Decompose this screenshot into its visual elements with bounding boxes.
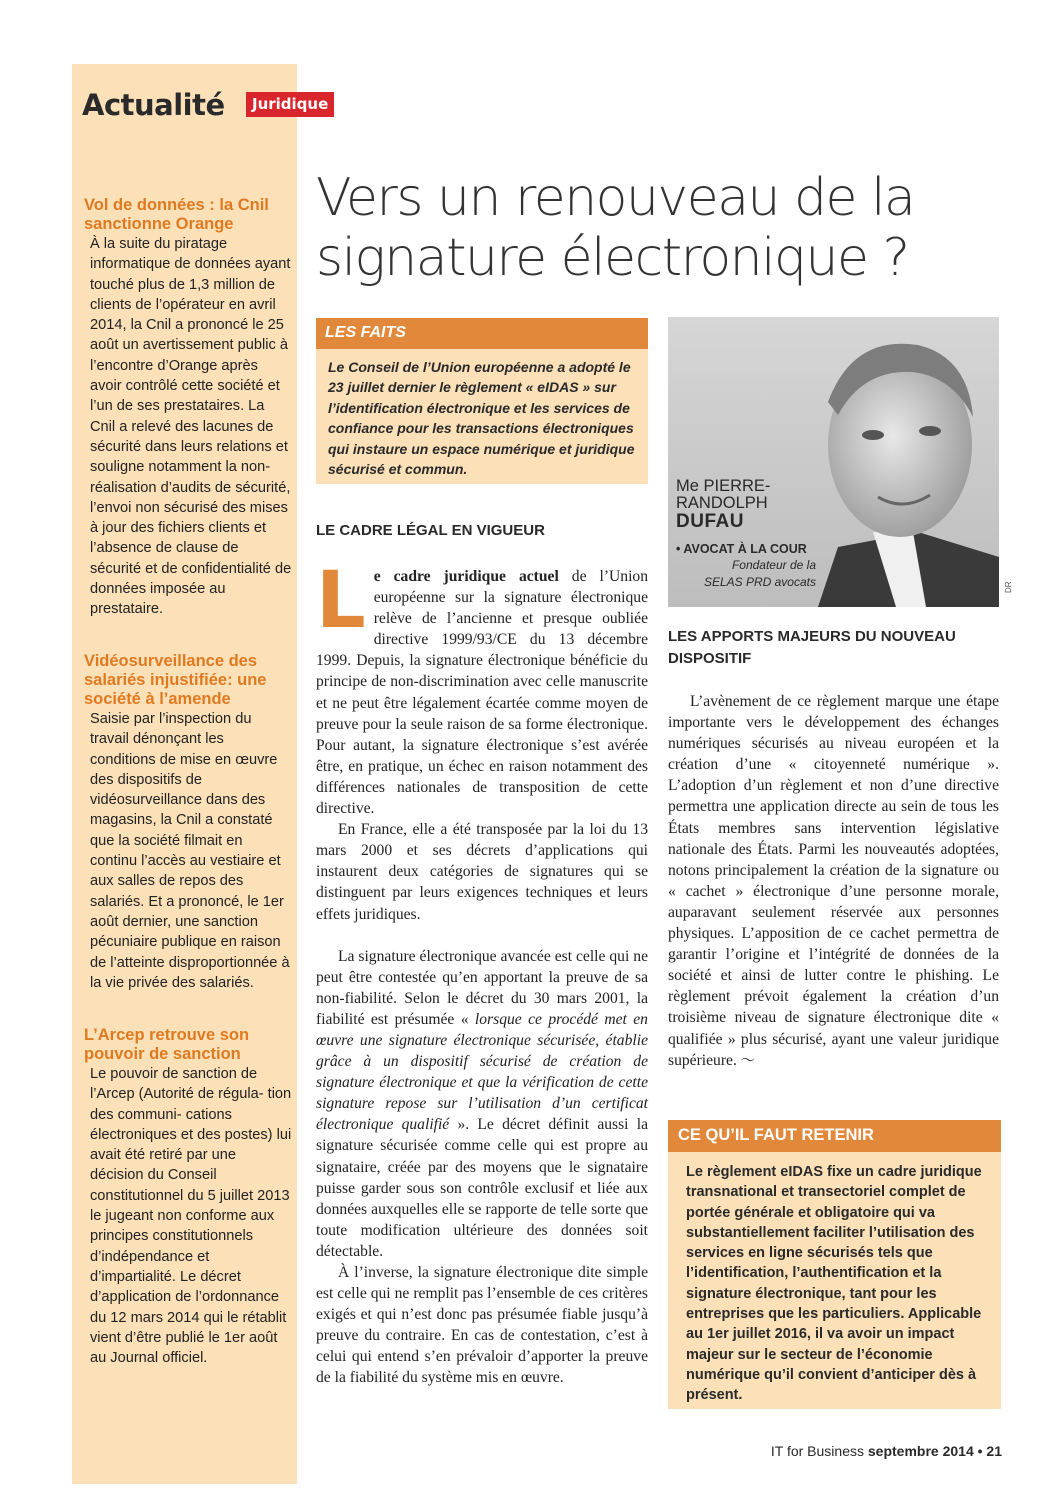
subhead-apports-majeurs: LES APPORTS MAJEURS DU NOUVEAU DISPOSITIF bbox=[668, 628, 956, 667]
article-column-right bbox=[668, 691, 999, 1072]
section-header bbox=[82, 88, 329, 130]
brief-title: Vol de données : la Cnil sanctionne Orange bbox=[84, 196, 269, 233]
paragraph-3-text-a: La signature électronique avancée est celle qui ne peut être contestée qu’en apportant la preuve de sa non-fiabilité. Selon le décret du 30 mars 2001, la fiabilité est présumée « bbox=[316, 947, 648, 1028]
author-name-line-1: Me PIERRE- bbox=[676, 477, 771, 495]
decree-quote: lorsque ce procédé met en œuvre une signature électronique sécurisée, établie grâce à un dispositif sécurisé de création de signature électronique et que la vérification de cette signature repose sur l’utilisation d’un certificat électronique qualifié bbox=[316, 1010, 648, 1134]
section-title: Actualité bbox=[82, 88, 225, 122]
author-name-line-2: RANDOLPH bbox=[676, 494, 768, 512]
headline-line-2: signature électronique ? bbox=[316, 228, 909, 288]
brief-arcep bbox=[84, 1026, 292, 1368]
ce-quil-faut-retenir-box bbox=[668, 1120, 1001, 1409]
footer-page-number: • 21 bbox=[973, 1443, 1002, 1459]
photo-credit: DR bbox=[1004, 581, 1013, 593]
footer-issue: septembre 2014 bbox=[867, 1443, 974, 1459]
paragraph-1-text: de l’Union européenne sur la signature électronique relève de l’ancienne et presque oubliée directive 1999/93/CE du 13 décembre 1999. Depuis, la signature électronique bénéficie du principe de non-discrimination avec celle manuscrite et ne peut être légalement écartée comme moyen de preuve pour la seule raison de sa forme électronique. Pour autant, la signature électronique s’est avérée être, en pratique, un échec en raison notamment des différences nationales de transposition de cette directive. bbox=[316, 568, 648, 818]
article-headline bbox=[316, 168, 1016, 288]
paragraph-lead-in: e cadre juridique actuel bbox=[373, 568, 559, 585]
brief-title: Vidéosurveillance des salariés injustifiée: une société à l’amende bbox=[84, 652, 267, 708]
brief-text: À la suite du piratage informatique de données ayant touché plus de 1,3 million de clients de l’opérateur en avril 2014, la Cnil a prononcé le 25 août un avertissement public à l’encontre d’Orange après avoir contrôlé cette société et l’un de ses prestataires. La Cnil a relevé des lacunes de sécurité dans leurs relations et souligne notamment la non-réalisation d’audits de sécurité, l’envoi non sécurisé des mises à jour des fichiers clients et l’absence de clause de sécurité et de confidentialité de données imposée au prestataire. bbox=[90, 236, 292, 618]
author-surname: DUFAU bbox=[676, 511, 744, 532]
page-footer bbox=[740, 1443, 1002, 1459]
retenir-text: Le règlement eIDAS fixe un cadre juridique transnational et transectoriel complet de portée générale et obligatoire qui va substantiellement faciliter l’utilisation des services en ligne sécurisés tels que l’identification, l’authentification et la signature électronique, tant pour les entreprises que les particuliers. Applicable au 1er juillet 2016, il va avoir un impact majeur sur le secteur de l’économie numérique qu’il convient d’anticiper dès à présent. bbox=[686, 1164, 982, 1404]
article-column-left bbox=[316, 556, 648, 1389]
brief-text: Saisie par l’inspection du travail dénonçant les conditions de mise en œuvre des dispositifs de vidéosurveillance dans des magasins, la Cnil a constaté que la société filmait en continu l’accès au vestiaire et aux salles de repos des salariés. Et a prononcé, le 1er août dernier, une sanction pécuniaire publique en raison de l’atteinte disproportionnée à la vie privée des salariés. bbox=[90, 711, 290, 991]
retenir-title: CE QU’IL FAUT RETENIR bbox=[668, 1120, 1001, 1152]
paragraph-2: En France, elle a été transposée par la loi du 13 mars 2000 et ses décrets d’applications qui instaurent deux catégories de signatures qui se distinguent par leurs exigences techniques et leurs effets juridiques. bbox=[316, 821, 648, 923]
brief-cnil-orange bbox=[84, 196, 292, 620]
les-faits-box bbox=[316, 318, 648, 484]
paragraph-4: À l’inverse, la signature électronique dite simple est celle qui ne remplit pas l’ensemble de ces critères exigés et qui n’est donc pas présumée fiable jusqu’à preuve du contraire. En cas de contestation, c’est à celui qui entend s’en prévaloir d’apporter la preuve de la fiabilité du système mis en œuvre. bbox=[316, 1264, 648, 1387]
brief-text: Le pouvoir de sanction de l’Arcep (Autorité de régula- tion des communi- cations électroniques et des postes) lui avait été retiré par une décision du Conseil constitutionnel du 5 juillet 2013 le jugeant non conforme aux principes constitutionnels d’indépendance et d’impartialité. Le décret d’application de l’ordonnance du 12 mars 2014 qui le rétablit vient d’être publié le 1er août au Journal officiel. bbox=[90, 1066, 292, 1367]
brief-videosurveillance bbox=[84, 652, 292, 993]
les-faits-title: LES FAITS bbox=[316, 318, 648, 349]
les-faits-text: Le Conseil de l’Union européenne a adopté le 23 juillet dernier le règlement « eIDAS » sur l’identification électronique et les services de confiance pour les transactions électroniques qui instaure un espace numérique et juridique sécurisé et commun. bbox=[328, 359, 635, 478]
author-caption bbox=[676, 478, 816, 590]
paragraph-5 bbox=[668, 691, 999, 1072]
paragraph-1 bbox=[316, 556, 648, 819]
drop-cap: L bbox=[316, 556, 366, 646]
paragraph-5-text: L’avènement de ce règlement marque une étape importante vers le développement des échanges numériques sécurisés au niveau européen et la création d’une « citoyenneté numérique ». L’adoption d’un règlement et non d’une directive permettra une application directe au sein de tous les États membres sans intervention législative nationale des États. Parmi les nouveautés adoptées, notons principalement la création de la signature ou « cachet » électronique d’une personne morale, auparavant seulement réservée aux personnes physiques. L’apposition de ce cachet permettra de garantir l’origine et l’intégrité de données de la société et ainsi de lutter contre le phishing. Le règlement prévoit également la création d’un troisième niveau de signature électronique dite « qualifiée » plus sécurisé, ayant une valeur juridique supérieure. bbox=[668, 693, 999, 1069]
headline-line-1: Vers un renouveau de la bbox=[316, 168, 915, 228]
section-badge: Juridique bbox=[246, 92, 334, 117]
author-role: • AVOCAT À LA COUR bbox=[676, 542, 807, 556]
author-founder-line-1: Fondateur de la bbox=[731, 558, 816, 572]
subhead-cadre-legal: LE CADRE LÉGAL EN VIGUEUR bbox=[316, 522, 545, 539]
paragraph-3 bbox=[316, 946, 648, 1262]
paragraph-3-text-b: ». Le décret définit aussi la signature sécurisée comme celle qui est propre au signataire, créée par des moyens que le signataire puisse garder sous son contrôle exclusif et liée aux données auxquelles elle se rapporte de telle sorte que toute modification ultérieure des données soit détectable. bbox=[316, 1116, 648, 1260]
end-mark-icon: 〜 bbox=[740, 1052, 755, 1069]
footer-publication: IT for Business bbox=[770, 1443, 868, 1459]
brief-title: L’Arcep retrouve son pouvoir de sanction bbox=[84, 1026, 250, 1063]
author-founder-line-2: SELAS PRD avocats bbox=[703, 575, 816, 589]
